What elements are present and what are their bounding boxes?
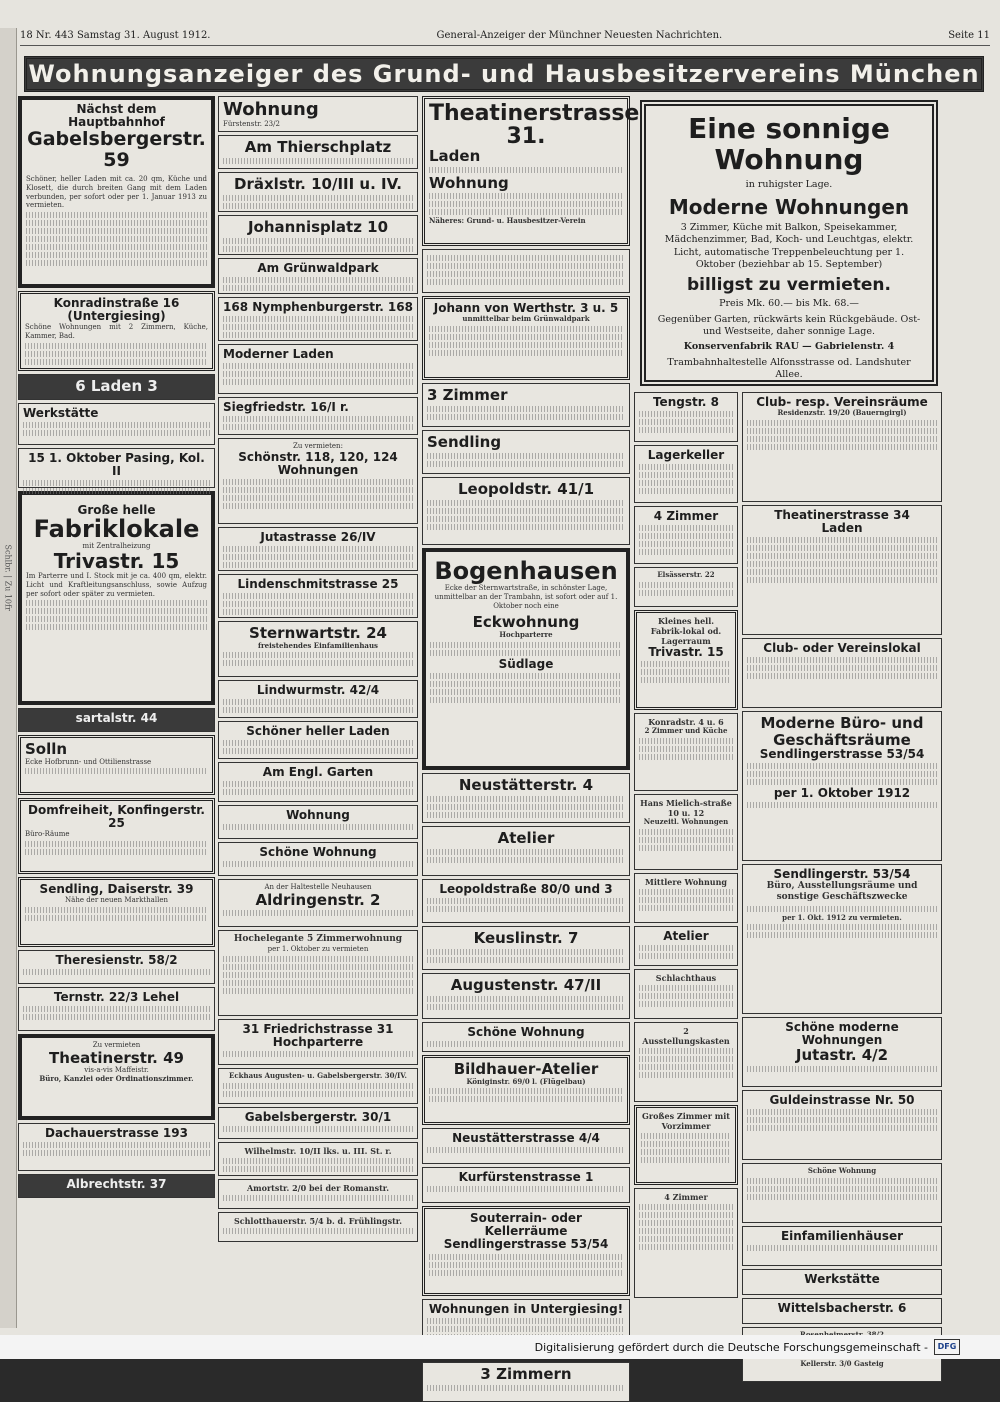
ad-title: Eine sonnige Wohnung	[688, 112, 890, 176]
ad-contact: Konservenfabrik RAU — Gabrielenstr. 4	[683, 341, 895, 353]
ad-title: Schlotthauerstr. 5/4 b. d. Frühlingstr.	[233, 1216, 403, 1226]
ad-sendling-daiserstr	[18, 877, 215, 947]
ad-title: Lindwurmstr. 42/4	[256, 683, 380, 697]
ad-title: Moderner Laden	[223, 347, 334, 361]
ad-text: Schöne Wohnungen mit 2 Zimmern, Küche, Kammer, Bad.	[25, 323, 208, 341]
column-1	[18, 96, 215, 1324]
ad-fuerstenstr	[218, 96, 418, 132]
ad-lindwurmstr	[218, 680, 418, 718]
ad-title: Am Grünwaldpark	[257, 261, 379, 275]
ad-title: Schöne Wohnung	[259, 845, 377, 859]
footer-text: Digitalisierung gefördert durch die Deutsche Forschungsgemeinschaft -	[534, 1340, 928, 1354]
ad-hochelegante	[218, 930, 418, 1016]
column-4	[634, 392, 738, 1327]
column-3	[422, 96, 640, 1383]
ad-atelier	[422, 826, 630, 876]
ad-sendling	[422, 430, 630, 474]
ad-text: Näheres: Grund- u. Hausbesitzer-Verein	[429, 216, 586, 226]
ad-theresienstr	[18, 950, 215, 984]
ad-title: Großes Zimmer mit Vorzimmer	[642, 1111, 730, 1131]
ad-sub: freistehendes Einfamilienhaus	[257, 640, 378, 650]
ad-3-zimmer	[422, 383, 630, 427]
ad-fabriklokale	[18, 491, 215, 705]
ad-title: Wohnung	[286, 808, 350, 822]
ad-title: Atelier	[497, 829, 555, 847]
ad-eckhaus	[218, 1068, 418, 1104]
ad-title: Jutastrasse 26/IV	[260, 530, 376, 544]
side-strip-text: Schlbr. | Zu 10fr	[3, 544, 13, 611]
ad-sub: Sendlingerstrasse 53/54	[759, 747, 925, 761]
ad-title: 168 Nymphenburgerstr. 168	[223, 300, 413, 314]
ad-title: Theatinerstrasse 31.	[429, 101, 640, 150]
ad-title: Konradstr. 4 u. 6	[648, 717, 724, 727]
ad-title2: Wohnung	[429, 173, 509, 192]
ad-text: Ecke der Sternwartstraße, in schönster Lage, unmittelbar an der Trambahn, ist sofort oder auf 1. Oktober noch eine	[434, 584, 618, 610]
ad-title: Bildhauer-Atelier	[453, 1060, 599, 1078]
section-banner: Wohnungsanzeiger des Grund- und Hausbesitzervereins München	[24, 56, 984, 92]
ad-3-zimmern	[422, 1362, 630, 1402]
ad-aldringenstr	[218, 879, 418, 927]
ad-title: Neustätterstr. 4	[458, 776, 594, 794]
ad-title: Hochelegante 5 Zimmerwohnung	[233, 934, 403, 944]
ad-title: Schöner heller Laden	[246, 724, 390, 738]
ad-title: Johannisplatz 10	[247, 218, 389, 236]
ad-bogenhausen	[422, 548, 630, 770]
ad-title: Club- oder Vereinslokal	[763, 641, 921, 655]
ad-title2: Trivastr. 15	[53, 549, 180, 574]
digitization-footer	[0, 1335, 1000, 1359]
ad-title: Am Thierschplatz	[244, 138, 392, 156]
ad-title: Tengstr. 8	[652, 395, 720, 409]
ad-title: Guldeinstrasse Nr. 50	[769, 1093, 915, 1107]
ad-wittelsbacherstr	[742, 1298, 942, 1324]
ad-sub: Königinstr. 69/0 l. (Flügelbau)	[466, 1076, 586, 1086]
ad-text: per 1. Oktober 1912	[773, 786, 911, 801]
ad-einfamilienhaeuser	[742, 1226, 942, 1266]
ad-title: Siegfriedstr. 16/I r.	[223, 400, 349, 414]
ad-wilhelmstr	[218, 1142, 418, 1176]
ad-4-zimmer-b	[634, 1188, 738, 1298]
ad-werkstaette	[18, 403, 215, 445]
ad-sub: mit Zentralheizung	[82, 542, 151, 551]
ad-title: Am Engl. Garten	[262, 765, 374, 779]
ad-title: Aldringenstr. 2	[255, 890, 381, 909]
ad-club-oder-vereinslokal	[742, 638, 942, 708]
ad-souterrain	[422, 1206, 630, 1296]
ad-kellerstr	[742, 1356, 942, 1382]
ad-contact2: Trambahnhaltestelle Alfonsstrasse od. Landshuter Allee.	[667, 356, 911, 381]
ad-title: Schöne moderne Wohnungen	[785, 1020, 899, 1048]
ad-schoene-wohnung	[218, 842, 418, 876]
ad-title: Mittlere Wohnung	[644, 877, 728, 887]
ad-schlotthauerstr	[218, 1212, 418, 1242]
ad-title: Kleines hell. Fabrik-lokal od. Lagerraum	[650, 616, 722, 646]
ad-engl-garten	[218, 762, 418, 802]
ad-moderne-buero	[742, 711, 942, 861]
ad-schlachthaus	[634, 969, 738, 1019]
ad-title: 4 Zimmer	[653, 509, 719, 523]
ad-title: Theatinerstrasse 34	[774, 508, 910, 522]
ad-title: Wohnungen in Untergiesing!	[428, 1302, 624, 1316]
ad-sub: Neuzeitl. Wohnungen	[643, 817, 729, 826]
ad-sub: per 1. Oktober zu vermieten	[267, 945, 369, 954]
ad-title: Hans Mielich-straße 10 u. 12	[640, 798, 732, 818]
ad-title: Sendlingerstr. 53/54	[773, 867, 911, 881]
ad-title: Club- resp. Vereinsräume	[756, 395, 928, 409]
ad-sub: Residenzstr. 19/20 (Bauerngirgl)	[777, 408, 907, 418]
ad-jutastr	[218, 527, 418, 571]
ad-price: Preis Mk. 60.— bis Mk. 68.—	[719, 298, 859, 310]
ad-pre: Zu vermieten	[92, 1041, 141, 1049]
ad-sternwartstr	[218, 621, 418, 677]
ad-title: 6 Laden 3	[75, 377, 158, 395]
newspaper-name: General-Anzeiger der Münchner Neuesten Nachrichten.	[436, 30, 723, 41]
page-number: Seite 11	[948, 30, 990, 41]
ad-title: Bogenhausen	[434, 557, 618, 585]
ad-title: Sendling, Daiserstr. 39	[39, 882, 194, 896]
ad-werkstaette-5	[742, 1269, 942, 1295]
ad-pre: Nächst dem Hauptbahnhof	[68, 102, 165, 130]
ad-elsaesserstr	[634, 567, 738, 607]
ad-tengstr	[634, 392, 738, 442]
ad-title: 4 Zimmer	[664, 1192, 708, 1202]
ad-title: Ternstr. 22/3 Lehel	[53, 990, 180, 1004]
ad-sub: unmittelbar beim Grünwaldpark	[462, 314, 590, 324]
ad-sub: vis-a-vis Maffeistr.	[84, 1066, 149, 1075]
ad-theatinerstr-49	[18, 1034, 215, 1120]
ad-sub2: Hochparterre	[499, 629, 553, 639]
ad-sub: Jutastr. 4/2	[795, 1046, 889, 1065]
ad-mittlere-wohnung	[634, 873, 738, 923]
ad-sub: Büro, Ausstellungsräume und sonstige Geschäftszwecke	[766, 881, 918, 903]
ad-bildhauer-atelier	[422, 1055, 630, 1125]
ad-johann-von-werthstr	[422, 296, 630, 380]
ad-sub: Fürstenstr. 23/2	[223, 119, 280, 128]
ad-sub: 2 Zimmer und Küche	[644, 726, 728, 735]
page-header	[20, 30, 990, 46]
ad-title: Moderne Büro- und Geschäftsräume	[760, 714, 924, 749]
ad-johannisplatz	[218, 215, 418, 255]
ad-title: Schlachthaus	[655, 973, 717, 983]
ad-kleines-fabriklokal	[634, 610, 738, 710]
ad-sub3: Südlage	[498, 656, 554, 671]
ad-title: Werkstätte	[23, 406, 99, 420]
ad-lagerkeller	[634, 445, 738, 503]
ad-dachauerstr	[18, 1123, 215, 1171]
ad-nymphenburgerstr	[218, 297, 418, 341]
ad-title: Schöne Wohnung	[807, 1166, 877, 1175]
ad-title: Dachauerstrasse 193	[45, 1126, 188, 1140]
ad-title: Augustenstr. 47/II	[450, 976, 602, 994]
ad-title: 3 Zimmern	[480, 1365, 572, 1383]
ad-domfreiheit	[18, 798, 215, 874]
ad-amortstr	[218, 1179, 418, 1209]
ad-club-vereinsraeume	[742, 392, 942, 502]
ad-isartalstr	[18, 708, 215, 732]
ad-title: Gabelsbergerstr. 59	[27, 128, 206, 172]
ad-siegfriedstr	[218, 397, 418, 435]
column-5	[742, 392, 942, 1368]
ad-solln	[18, 735, 215, 795]
ad-albrechtstr	[18, 1174, 215, 1198]
ad-gabelsbergerstr	[18, 96, 215, 288]
ad-ausstellungskasten	[634, 1022, 738, 1102]
ad-sonnige-wohnung	[640, 100, 938, 386]
ad-thierschplatz	[218, 135, 418, 169]
ad-heller-laden	[218, 721, 418, 759]
ad-sub: Eckwohnung	[472, 613, 580, 632]
ad-guldeinstr	[742, 1090, 942, 1160]
ad-sub: Ecke Hofbrunn- und Ottilienstrasse	[25, 757, 152, 766]
ad-text: Schöner, heller Laden mit ca. 20 qm, Küche und Klosett, die durch breiten Gang mit dem Laden verbunden, per sofort oder per 1. Januar 1913 zu vermieten.	[26, 175, 207, 210]
ad-schoene-moderne	[742, 1017, 942, 1087]
ad-schoenstr	[218, 438, 418, 524]
ad-title: Neustätterstrasse 4/4	[452, 1131, 600, 1145]
ad-konradstr	[634, 713, 738, 791]
ad-aussergew	[422, 249, 630, 293]
ad-moderner-laden	[218, 344, 418, 394]
ad-wohnung	[218, 805, 418, 839]
ad-title: Gabelsbergerstr. 30/1	[244, 1110, 392, 1124]
ad-friedrichstr	[218, 1019, 418, 1065]
ad-title: Wohnung	[223, 99, 319, 120]
ad-price-title: billigst zu vermieten.	[686, 275, 891, 296]
ad-theatinerstr-31	[422, 96, 640, 246]
ad-keuslinstr	[422, 926, 630, 970]
ad-title: Theresienstr. 58/2	[55, 953, 178, 967]
ad-title: Elsässerstr. 22	[657, 570, 715, 579]
ad-sub: Büro-Räume	[25, 830, 70, 839]
ad-title: 31 Friedrichstrasse 31	[242, 1022, 394, 1036]
ad-text: per 1. Okt. 1912 zu vermieten.	[782, 912, 902, 922]
ad-title: Solln	[25, 740, 68, 758]
ad-laden	[18, 374, 215, 400]
ad-ternstr	[18, 987, 215, 1031]
ad-gabelsbergerstr-30	[218, 1107, 418, 1139]
ad-lindenschmitstr	[218, 574, 418, 618]
ad-title: Sendling	[427, 433, 502, 451]
ad-title: Schönstr. 118, 120, 124	[238, 449, 398, 464]
ad-title: Lindenschmitstrasse 25	[237, 577, 399, 591]
ad-pre: An der Haltestelle Neuhausen	[264, 883, 372, 891]
ad-sendlingerstr-53	[742, 864, 942, 1014]
ad-sub: in ruhigster Lage.	[745, 178, 833, 190]
ad-title: Kurfürstenstrasse 1	[458, 1170, 594, 1184]
ad-gruenwaldpark	[218, 258, 418, 294]
ad-title: Sternwartstr. 24	[249, 624, 387, 642]
ad-title: Dräxlstr. 10/III u. IV.	[234, 175, 402, 193]
ad-pre: Große helle	[77, 503, 156, 517]
binding-strip	[0, 28, 17, 1328]
ad-title: 15 1. Oktober Pasing, Kol. II	[28, 451, 205, 479]
ad-title: Theatinerstr. 49	[49, 1048, 184, 1067]
ad-pasing	[18, 448, 215, 488]
ad-title: Einfamilienhäuser	[780, 1229, 904, 1243]
ad-title: Albrechtstr. 37	[66, 1177, 167, 1191]
ad-title: Schöne Wohnung	[467, 1025, 585, 1039]
ad-title: Eckhaus Augusten- u. Gabelsbergerstr. 30/IV.	[229, 1071, 407, 1080]
column-2	[218, 96, 418, 1324]
ad-text: Im Parterre und I. Stock mit je ca. 400 qm, elektr. Licht und Kraftleitungsanschluss, sowie Aufzug per sofort oder später zu vermieten.	[26, 572, 207, 598]
issue-line: 18 Nr. 443 Samstag 31. August 1912.	[20, 30, 211, 41]
ad-kurfuerstenstr	[422, 1167, 630, 1203]
ad-theatinerstr-34	[742, 505, 942, 635]
ad-title: Leopoldstr. 41/1	[457, 480, 595, 498]
ad-sub: Trivastr. 15	[648, 645, 724, 659]
ad-text: 3 Zimmer, Küche mit Balkon, Speisekammer, Mädchenzimmer, Bad, Koch- und Leuchtgas, elektr. Licht, automatische Treppenbeleuchtung per 1. Oktober (beziehbar ab 15. September)	[664, 221, 914, 270]
ad-title2: Moderne Wohnungen	[668, 194, 910, 219]
ad-title: Wilhelmstr. 10/II lks. u. III. St. r.	[244, 1146, 392, 1156]
ad-schoene-wohnung-5	[742, 1163, 942, 1223]
ad-title: sartalstr. 44	[75, 711, 158, 725]
ad-sub: Sendlingerstrasse 53/54	[443, 1237, 609, 1252]
ad-pre: Zu vermieten:	[293, 442, 343, 450]
ad-draexlstr	[218, 172, 418, 212]
ad-sub: Laden	[429, 147, 481, 166]
ad-schoene-wohnung-3	[422, 1022, 630, 1052]
ad-title: Konradinstraße 16 (Untergiesing)	[53, 296, 180, 324]
ad-augustenstr	[422, 973, 630, 1019]
ad-title: Atelier	[663, 929, 709, 943]
ad-title: 3 Zimmer	[427, 386, 508, 404]
ad-title: 2 Ausstellungskasten	[642, 1026, 730, 1046]
ad-title: Domfreiheit, Konfingerstr. 25	[28, 803, 205, 831]
ad-title: Johann von Werthstr. 3 u. 5	[433, 301, 619, 315]
ad-konradinstr	[18, 291, 215, 371]
ad-title: Fabriklokale	[33, 515, 200, 544]
ad-sub: Laden	[821, 521, 863, 536]
ad-title: Leopoldstraße 80/0 und 3	[439, 882, 613, 896]
ad-title: Souterrain- oder Kellerräume	[470, 1211, 582, 1239]
ad-4-zimmer	[634, 506, 738, 564]
ad-leopoldstr-41	[422, 477, 630, 545]
ad-text: Büro, Kanzlei oder Ordinationszimmer.	[39, 1074, 194, 1083]
ad-hans-mielich	[634, 794, 738, 870]
ad-neustaetterstr-44	[422, 1128, 630, 1164]
ad-title: Wittelsbacherstr. 6	[777, 1301, 907, 1315]
ad-atelier-4	[634, 926, 738, 966]
dfg-logo-icon: DFG	[934, 1339, 960, 1355]
ad-sub: Hochparterre	[272, 1035, 364, 1050]
ad-title: Kellerstr. 3/0 Gasteig	[800, 1359, 884, 1368]
ad-grosses-zimmer	[634, 1105, 738, 1185]
ad-sub: Wohnungen	[277, 462, 359, 477]
ad-title: Keuslinstr. 7	[473, 929, 579, 947]
ad-title: Amortstr. 2/0 bei der Romanstr.	[246, 1183, 390, 1193]
ad-note: Gegenüber Garten, rückwärts kein Rückgebäude. Ost- und Westseite, daher sonnige Lage.	[657, 313, 921, 337]
ad-neustaetterstr-4	[422, 773, 630, 823]
ad-title: Lagerkeller	[647, 448, 725, 462]
ad-leopoldstr-80	[422, 879, 630, 923]
ad-title: Werkstätte	[804, 1272, 880, 1286]
ad-sub: Nähe der neuen Markthallen	[65, 896, 168, 905]
